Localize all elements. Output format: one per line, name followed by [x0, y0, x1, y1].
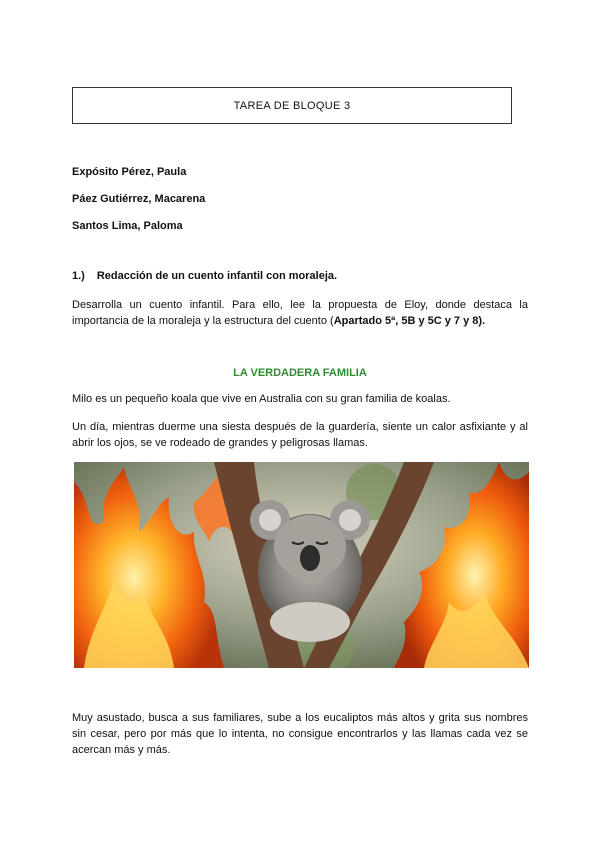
- story-title: LA VERDADERA FAMILIA: [233, 367, 367, 379]
- page-title: TAREA DE BLOQUE 3: [233, 99, 351, 112]
- story-paragraph-2: Un día, mientras duerme una siesta después de la guardería, siente un calor asfixiante y al abrir los ojos, se ve rodeado de grandes y peligrosas llamas.: [72, 421, 528, 449]
- koala-fire-image: [74, 462, 529, 668]
- intro-text: Desarrolla un cuento infantil. Para ello, lee la propuesta de Eloy, donde destaca la importancia de la moraleja y la estructura del cuento (: [72, 299, 528, 327]
- title-box: [72, 87, 512, 124]
- section-title: Redacción de un cuento infantil con moraleja.: [96, 270, 338, 282]
- intro-bold-reference: Apartado 5ª, 5B y 5C y 7 y 8).: [333, 315, 486, 327]
- section-number: 1.): [72, 270, 85, 282]
- intro-paragraph: [72, 297, 528, 329]
- story-paragraph-3: Muy asustado, busca a sus familiares, sube a los eucaliptos más altos y grita sus nombres sin cesar, pero por más que lo intenta, no consigue encontrarlos y las llamas cada vez se acercan más y más.: [72, 712, 528, 756]
- section-heading: [72, 270, 337, 282]
- story-paragraph-1: Milo es un pequeño koala que vive en Australia con su gran familia de koalas.: [72, 393, 451, 405]
- koala-fire-illustration: [74, 462, 529, 668]
- author-2: Páez Gutiérrez, Macarena: [72, 193, 206, 205]
- author-3: Santos Lima, Paloma: [72, 220, 183, 232]
- author-1: Expósito Pérez, Paula: [72, 166, 187, 178]
